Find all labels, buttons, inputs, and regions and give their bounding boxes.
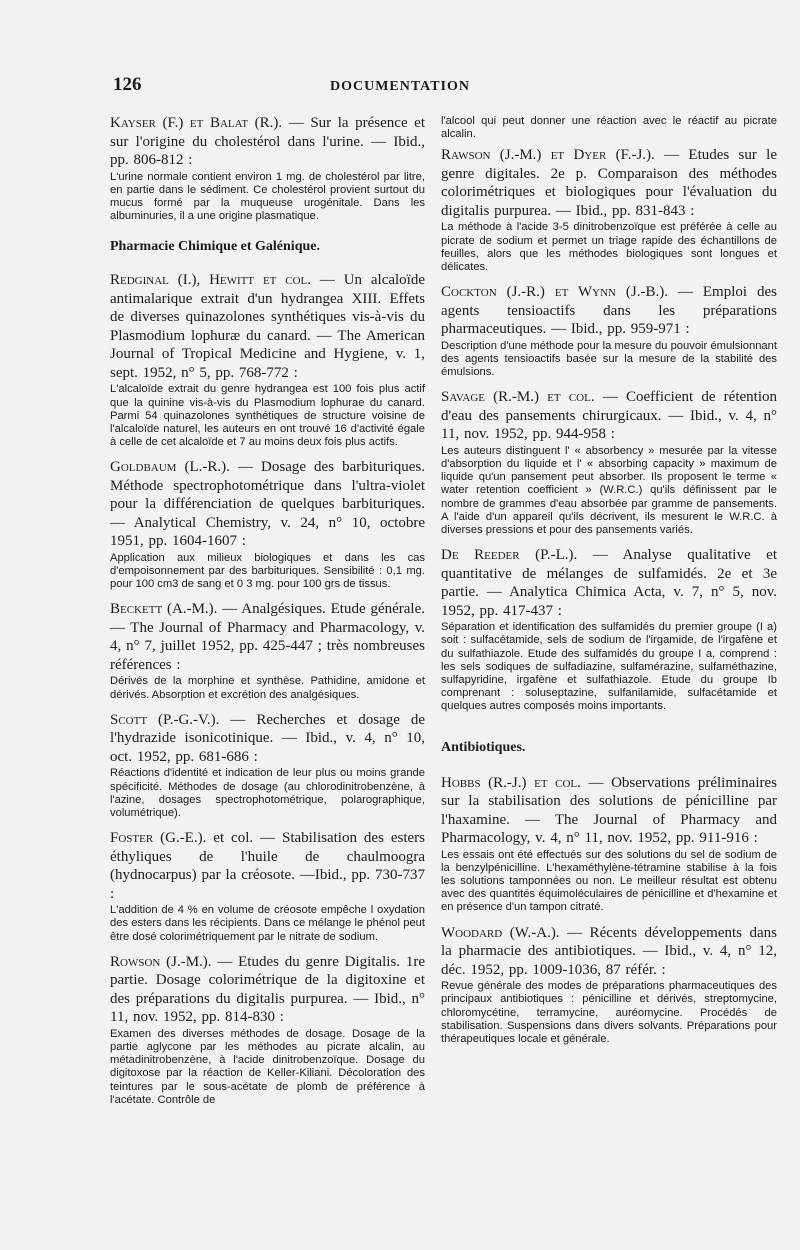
entry-authors: Redginal (I.), Hewitt et col. (110, 272, 311, 289)
entry-abstract: La méthode à l'acide 3-5 dinitrobenzoïque est préférée à celle au picrate de sodium et permet un triage rapide des échantillons de feuilles, alors que les méthodes biologiques sont longues et délicates. (441, 221, 777, 274)
bibliography-entry (441, 774, 777, 915)
entry-reference: et col. — Stabilisation des esters éthyliques de l'huile de chaulmoogra (hydnocarpus) par la créosote. —Ibid., pp. 730-737 : (110, 830, 425, 902)
entry-reference: — Recherches et dosage de l'hydrazide isonicotinique. — Ibid., v. 4, n° 10, oct. 1952, pp. 681-686 : (110, 711, 426, 765)
bibliography-entry (110, 953, 425, 1107)
entry-abstract: L'addition de 4 % en volume de créosote empêche l oxydation des esters dans les récipients. Dans ce mélange le phénol peut être dosé colorimétriquement par le nitrate de sodium. (110, 904, 425, 943)
entry-citation (110, 600, 425, 674)
entry-abstract: Description d'une méthode pour la mesure du pouvoir émulsionnant des agents tensioactifs basée sur la mesure de la stabilité des émulsions. (441, 339, 777, 379)
bibliography-entry (441, 924, 777, 1047)
entry-reference: — Etudes sur le genre digitales. 2e p. Comparaison des méthodes colorimétriques et biologiques pour l'évaluation du digitalis purpurea. — Ibid., pp. 831-843 : (441, 147, 778, 219)
entry-citation (110, 829, 425, 903)
entry-citation (441, 283, 777, 339)
entry-authors: Beckett (A.-M.). (110, 601, 218, 618)
section-title-pharmacie: Pharmacie Chimique et Galénique. (110, 239, 320, 255)
left-column (110, 114, 425, 1116)
entry-citation (110, 953, 425, 1027)
bibliography-entry (110, 600, 425, 701)
bibliography-entry (110, 711, 425, 820)
bibliography-entry (441, 546, 777, 713)
bibliography-entry (110, 271, 425, 449)
bibliography-entry (441, 146, 777, 274)
entry-abstract: Les auteurs distinguent l' « absorbency » mesurée par la vitesse d'absorption du liquide et l' « absorbing capacity » maximum de liquide qu'un pansement peut absorber. Ils proposent le terme « water retention coefficient » (W.R.C.) qu'ils définissent par le nombre de grammes d'eau absorbée par gramme de pansements. A l'aide d'un appareil qu'ils décrivent, ils mesurent le W.R.C. à diverses pressions et pour des pansements variés. (441, 444, 777, 537)
entry-authors: Foster (G.-E.). (110, 830, 207, 847)
entry-reference: — Un alcaloïde antimalarique extrait d'un hydrangea XIII. Effets de diverses quinazolones synthétiques vis-à-vis du Plasmodium lophuræ du canard. — The American Journal of Tropical Medicine and Hygiene, v. 1, sept. 1952, n° 5, pp. 768-772 : (110, 272, 426, 381)
entry-reference: — Coefficient de rétention d'eau des pansements chirurgicaux. — Ibid., v. 4, n° 11, nov. 1952, pp. 944-958 : (441, 389, 777, 443)
entry-reference: — Analgésiques. Etude générale. — The Journal of Pharmacy and Pharmacology, v. 4, n° 7, juillet 1952, pp. 425-447 ; très nombreuses références : (110, 601, 425, 673)
continuation-text: l'alcool qui peut donner une réaction avec le réactif au picrate alcalin. (441, 115, 777, 141)
entry-authors: Rowson (J.-M.). (110, 953, 212, 970)
entry-authors: Kayser (F.) et Balat (R.). (110, 115, 283, 131)
entry-abstract: Application aux milieux biologiques et dans les cas d'empoisonnement par des barbituriques. Sensibilité : 0,1 mg. pour 100 cm3 de sang et 0 3 mg. pour 100 grs de tissus. (110, 551, 425, 591)
entry-abstract: Dérivés de la morphine et synthèse. Pathidine, amidone et dérivés. Absorption et excrétion des analgésiques. (110, 675, 425, 701)
entry-abstract: L'urine normale contient environ 1 mg. de cholestérol par litre, en partie dans le sédiment. Ce cholestérol provient surtout du mucus formé par la muqueuse urogénitale. Dans les albuminuries, il a une origine plasmatique. (110, 170, 425, 223)
entry-reference: — Sur la présence et sur l'origine du cholestérol dans l'urine. — Ibid., pp. 806-812 : (110, 115, 426, 168)
section-title-antibiotiques: Antibiotiques. (441, 739, 526, 755)
entry-reference: — Dosage des barbituriques. Méthode spectrophotométrique dans l'ultra-violet pour la différenciation de quelques barbituriques. — Analytical Chemistry, v. 24, n° 10, octobre 1951, pp. 1604-1607 : (110, 459, 425, 550)
running-title: DOCUMENTATION (329, 79, 471, 94)
entry-abstract: Les essais ont été effectués sur des solutions du sel de sodium de la benzylpénicilline. L'hexaméthylène-tétramine stabilise à la fois les solutions tamponnées ou non. Le meilleur résultat est obtenu avec des quantités équimoléculaires de pénicilline et d'hexamine et en présence d'un tampon citraté. (441, 848, 777, 914)
entry-abstract: Examen des diverses méthodes de dosage. Dosage de la partie aglycone par les méthodes au picrate alcalin, au métadinitrobenzène, à l'acide dinitrobenzoïque. Dosage du digitoxose par la réaction de Keller-Kiliani. Décoloration des teintures par le sous-acétate de plomb de préférence à l'acétate. Contrôle de (110, 1027, 425, 1106)
entry-authors: De Reeder (P.-L.). (441, 547, 578, 564)
entry-authors: Scott (P.-G.-V.). (110, 711, 220, 728)
bibliography-entry (110, 114, 425, 223)
entry-reference: — Etudes du genre Digitalis. 1re partie. Dosage colorimétrique de la digitoxine et des préparations du digitalis purpurea. — Ibid., n° 11, nov. 1952, pp. 814-830 : (110, 953, 425, 1026)
entry-abstract: Revue générale des modes de préparations pharmaceutiques des principaux antibiotiques : pénicilline et dérivés, streptomycine, chloromycétine, terramycine, auréomycine. Procédés de stabilisation. Suspensions dans divers solvants. Préparations pour thérapeutiques locale et générale. (441, 980, 777, 1045)
entry-authors: Hobbs (R.-J.) et col. (441, 774, 581, 791)
page-number: 126 (113, 74, 142, 95)
entry-authors: Cockton (J.-R.) et Wynn (J.-B.). (441, 284, 668, 301)
entry-authors: Goldbaum (L.-R.). (110, 459, 230, 476)
entry-citation (441, 146, 777, 220)
entry-citation (441, 546, 777, 620)
bibliography-entry (110, 829, 425, 944)
entry-authors: Woodard (W.-A.). (441, 924, 560, 941)
entry-citation (441, 774, 777, 848)
right-column (441, 114, 777, 1055)
entry-citation (110, 458, 425, 551)
entry-authors: Savage (R.-M.) et col. (441, 389, 595, 406)
entry-reference: — Récents développements dans la pharmacie des antibiotiques. — Ibid., v. 4, n° 12, déc. 1952, pp. 1009-1036, 87 référ. : (441, 924, 778, 978)
bibliography-entry (441, 388, 777, 537)
entry-citation (441, 924, 777, 980)
bibliography-entry (441, 283, 777, 379)
entry-reference: — Analyse qualitative et quantitative de mélanges de sulfamidés. 2e et 3e partie. — Analytica Chimica Acta, v. 7, n° 5, nov. 1952, pp. 417-437 : (441, 547, 778, 619)
entry-citation (110, 711, 425, 767)
entry-abstract: L'alcaloïde extrait du genre hydrangea est 100 fois plus actif que la quinine vis-à-vis du Plasmodium lophurae du canard. Parmi 54 quinazolones synthétiques de structure voisine de l'alcaloïde naturel, les auteurs en ont trouvé 16 d'activité égale à celle de cet alcaloïde et 7 au moins deux fois plus actifs. (110, 383, 425, 449)
entry-authors: Rawson (J.-M.) et Dyer (F.-J.). (441, 147, 655, 164)
entry-abstract: Réactions d'identité et indication de leur plus ou moins grande spécificité. Méthodes de dosage (au chlorodinitrobenzène, à l'azine, dosages spectrophotométrique, polarographique, volumétrique). (110, 767, 425, 819)
entry-abstract: Séparation et identification des sulfamidés du premier groupe (I a) soit : sulfacétamide, sels de sodium de l'irgamide, de l'irgafène et du sulfathiazole. Etude des sulfamidés du groupe I a, comprend : les sels sodiques de sulfadiazine, sulfamérazine, sulfaméthazine, sulfapyridine, irgafène et sulfathiazole. Etude du groupe Ib comprenant : soluseptazine, sulfanilamide, sulfacétamide et quelques autres composés moins importants. (441, 621, 777, 713)
entry-reference: — Observations préliminaires sur la stabilisation des solutions de pénicilline par l'haxamine. — The Journal of Pharmacy and Pharmacology, v. 4, n° 11, nov. 1952, pp. 911-916 : (441, 774, 777, 847)
entry-reference: — Emploi des agents tensioactifs dans les préparations pharmaceutiques. — Ibid., pp. 959-971 : (441, 284, 778, 338)
entry-citation (441, 388, 777, 444)
bibliography-entry (110, 458, 425, 591)
entry-citation (110, 114, 425, 170)
entry-citation (110, 271, 425, 382)
